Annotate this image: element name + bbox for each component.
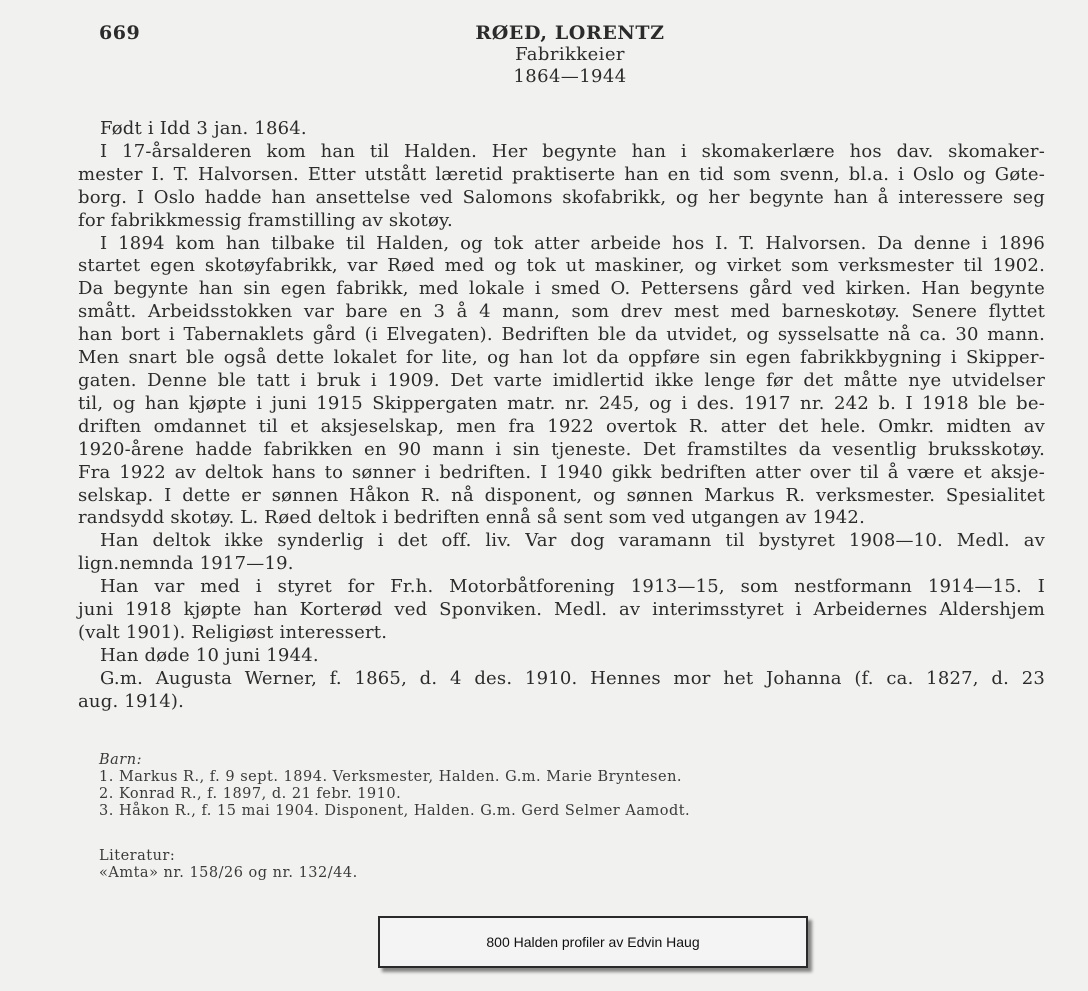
text-line: han bort i Tabernaklets gård (i Elvegaten). Bedriften ble da utvidet, og sysselsatte nå ca. 30 mann. xyxy=(78,324,1045,346)
literature-section xyxy=(99,848,899,882)
text-line: Han var med i styret for Fr.h. Motorbåtforening 1913—15, som nestformann 1914—15. I xyxy=(100,576,1045,598)
text-line: til, og han kjøpte i juni 1915 Skippergaten matr. nr. 245, og i des. 1917 nr. 242 b. I 1918 ble be- xyxy=(78,392,1045,414)
child-item: 3. Håkon R., f. 15 mai 1904. Disponent, Halden. G.m. Gerd Selmer Aamodt. xyxy=(99,803,691,819)
paragraph xyxy=(78,118,1045,141)
biography-text xyxy=(78,118,1045,714)
child-item: 1. Markus R., f. 9 sept. 1894. Verksmester, Halden. G.m. Marie Bryntesen. xyxy=(99,769,683,785)
children-title: Barn: xyxy=(99,752,142,768)
source-caption: 800 Halden profiler av Edvin Haug xyxy=(486,934,700,950)
children-section xyxy=(99,752,899,820)
source-caption-box xyxy=(378,916,808,968)
text-line: selskap. I dette er sønnen Håkon R. nå disponent, og sønnen Markus R. verksmester. Spesialitet xyxy=(78,484,1045,506)
entry-years: 1864—1944 xyxy=(513,66,627,87)
text-line: lign.nemnda 1917—19. xyxy=(78,553,294,575)
paragraph xyxy=(78,645,1045,668)
text-line: Fra 1922 av deltok hans to sønner i bedriften. I 1940 gikk bedriften atter over til å være et aksje- xyxy=(78,461,1045,483)
text-line: smått. Arbeidsstokken var bare en 3 å 4 mann, som drev mest med barneskotøy. Senere flyttet xyxy=(78,301,1045,323)
text-line: Da begynte han sin egen fabrikk, med lokale i smed O. Pettersens gård ved kirken. Han begynte xyxy=(78,278,1045,300)
paragraph xyxy=(78,576,1045,645)
text-line: Men snart ble også dette lokalet for lite, og han lot da oppføre sin egen fabrikkbygning i Skipper- xyxy=(78,347,1045,369)
paragraph xyxy=(78,668,1045,714)
text-line: for fabrikkmessig framstilling av skotøy. xyxy=(78,209,453,231)
text-line: juni 1918 kjøpte han Korterød ved Sponviken. Medl. av interimsstyret i Arbeidernes Aldershjem xyxy=(78,599,1045,621)
paragraph xyxy=(78,233,1045,531)
text-line: gaten. Denne ble tatt i bruk i 1909. Det varte imidlertid ikke lenge før det måtte nye utvidelser xyxy=(78,369,1045,391)
literature-title: Literatur: xyxy=(99,848,176,864)
text-line: (valt 1901). Religiøst interessert. xyxy=(78,621,388,643)
text-line: startet egen skotøyfabrikk, var Røed med og tok ut maskiner, og virket som verksmester til 1902. xyxy=(78,255,1045,277)
child-item: 2. Konrad R., f. 1897, d. 21 febr. 1910. xyxy=(99,786,402,802)
text-line: G.m. Augusta Werner, f. 1865, d. 4 des. 1910. Hennes mor het Johanna (f. ca. 1827, d. 23 xyxy=(100,667,1045,689)
text-line: aug. 1914). xyxy=(78,690,185,712)
text-line: driften omdannet til et aksjeselskap, men fra 1922 overtok R. atter det hele. Omkr. midten av xyxy=(78,415,1045,437)
text-line: 1920-årene hadde fabrikken en 90 mann i sin tjeneste. Det framstiltes da vesentlig bruksskotøy. xyxy=(78,438,1045,460)
entry-header xyxy=(0,22,1088,88)
page-number: 669 xyxy=(99,22,141,44)
text-line: mester I. T. Halvorsen. Etter utstått læretid praktiserte han en tid som svenn, bl.a. i Oslo og Gøte- xyxy=(78,163,1045,185)
text-line: borg. I Oslo hadde han ansettelse ved Salomons skofabrikk, og her begynte han å interessere seg xyxy=(78,186,1045,208)
text-line: I 1894 kom han tilbake til Halden, og tok atter arbeide hos I. T. Halvorsen. Da denne i 1896 xyxy=(100,232,1045,254)
text-line: I 17-årsalderen kom han til Halden. Her begynte han i skomakerlære hos dav. skomaker- xyxy=(100,140,1045,162)
entry-name: RØED, LORENTZ xyxy=(475,22,665,44)
entry-occupation: Fabrikkeier xyxy=(515,44,625,65)
text-line: Han deltok ikke synderlig i det off. liv. Var dog varamann til bystyret 1908—10. Medl. av xyxy=(100,530,1045,552)
text-line: randsydd skotøy. L. Røed deltok i bedriften ennå så sent som ved utgangen av 1942. xyxy=(78,507,866,529)
paragraph xyxy=(78,141,1045,233)
text-line: Han døde 10 juni 1944. xyxy=(100,644,319,666)
literature-item: «Amta» nr. 158/26 og nr. 132/44. xyxy=(99,865,358,881)
paragraph xyxy=(78,530,1045,576)
text-line: Født i Idd 3 jan. 1864. xyxy=(100,118,307,139)
